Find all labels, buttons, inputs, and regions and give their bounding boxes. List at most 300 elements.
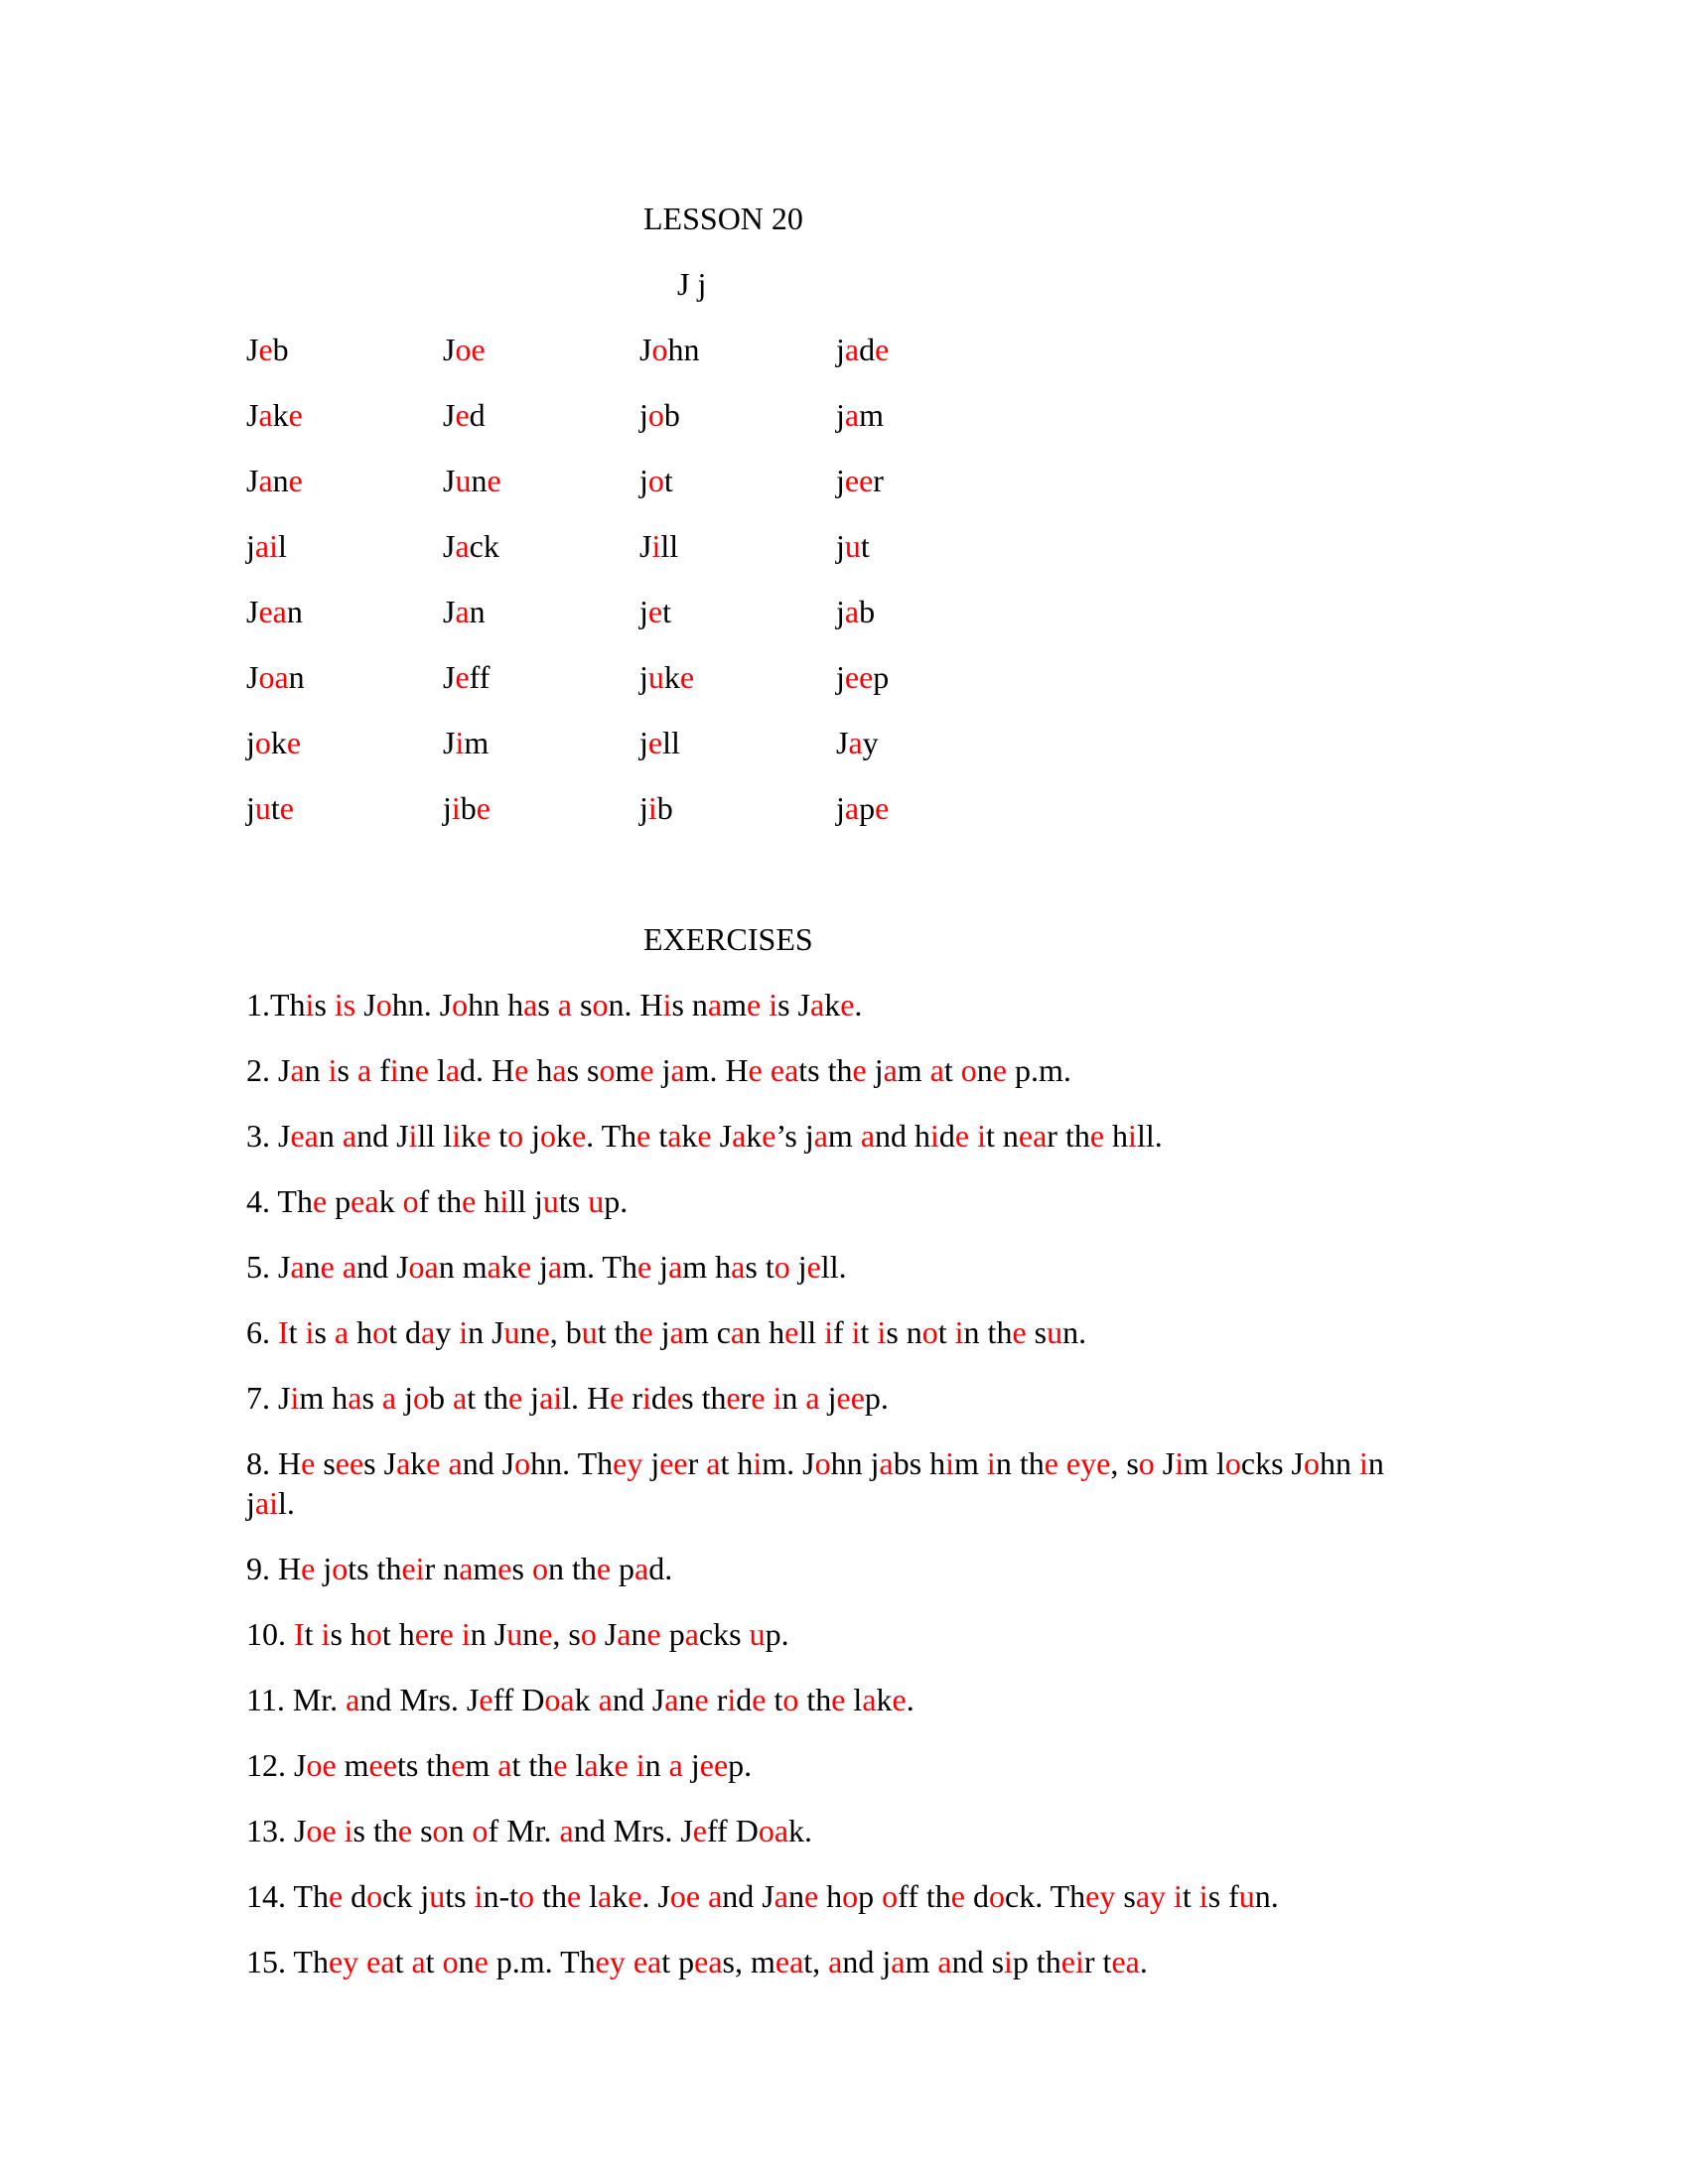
plain-letters: s — [314, 987, 335, 1023]
highlighted-letters: ai — [539, 1380, 563, 1416]
highlighted-letters: i — [1359, 1445, 1368, 1481]
plain-letters: k — [663, 659, 680, 695]
highlighted-letters: e — [476, 790, 491, 826]
highlighted-letters: o — [254, 725, 271, 760]
vocab-word — [639, 395, 836, 461]
plain-letters: h — [528, 1052, 553, 1088]
plain-letters: s — [337, 1052, 357, 1088]
highlighted-letters: i — [1174, 1878, 1183, 1914]
plain-letters: r — [624, 1380, 643, 1416]
plain-letters: 15. Th — [246, 1944, 329, 1979]
vocab-word — [443, 657, 639, 723]
highlighted-letters: e — [628, 1878, 642, 1914]
highlighted-letters: o — [647, 397, 664, 433]
plain-letters: s n — [886, 1314, 922, 1350]
plain-letters — [335, 1249, 343, 1285]
highlighted-letters: o — [882, 1878, 899, 1914]
plain-letters: m. Th — [562, 1249, 637, 1285]
exercise-sentence — [246, 1942, 1438, 1981]
highlighted-letters: a — [290, 1052, 305, 1088]
plain-letters: p. — [864, 1380, 889, 1416]
plain-letters: n — [631, 1616, 647, 1652]
plain-letters: m h — [682, 1249, 732, 1285]
plain-letters: r — [873, 463, 884, 498]
highlighted-letters: o — [651, 332, 668, 367]
plain-letters: J — [443, 332, 456, 367]
plain-letters: k — [460, 1118, 477, 1154]
plain-letters: ck — [469, 528, 499, 564]
plain-letters: . — [1139, 1944, 1148, 1979]
highlighted-letters: o — [332, 1551, 349, 1586]
highlighted-letters: i — [290, 1380, 300, 1416]
plain-letters: ff D — [492, 1682, 545, 1717]
plain-letters: t, — [803, 1944, 829, 1979]
plain-letters: t h — [381, 1616, 415, 1652]
vocab-word — [246, 723, 443, 788]
highlighted-letters: a — [552, 1052, 567, 1088]
highlighted-letters: oe — [306, 1747, 337, 1783]
highlighted-letters: a — [732, 1118, 747, 1154]
highlighted-letters: e — [636, 1118, 651, 1154]
plain-letters: ll l — [417, 1118, 453, 1154]
plain-letters: k. — [788, 1813, 813, 1848]
plain-letters: s th — [681, 1380, 727, 1416]
plain-letters: j — [866, 1052, 884, 1088]
highlighted-letters: i — [1004, 1944, 1013, 1979]
highlighted-letters: o — [372, 1314, 389, 1350]
plain-letters: nd Mrs. J — [359, 1682, 480, 1717]
highlighted-letters: i — [321, 1616, 331, 1652]
plain-letters: n th — [995, 1445, 1045, 1481]
plain-letters: s — [314, 1314, 335, 1350]
highlighted-letters: ea — [774, 1944, 804, 1979]
highlighted-letters: e — [752, 1682, 767, 1717]
highlighted-letters: i — [977, 1118, 986, 1154]
highlighted-letters: a — [684, 1616, 699, 1652]
plain-letters: ck j — [382, 1878, 430, 1914]
word-list — [246, 330, 1033, 854]
plain-letters: m — [859, 397, 884, 433]
plain-letters: r — [708, 1682, 728, 1717]
highlighted-letters: i — [1175, 1445, 1185, 1481]
highlighted-letters: i — [662, 987, 672, 1023]
highlighted-letters: o — [514, 1445, 531, 1481]
highlighted-letters: ey — [595, 1944, 626, 1979]
plain-letters: l. H — [562, 1380, 611, 1416]
highlighted-letters: u — [429, 1878, 446, 1914]
highlighted-letters: ee — [368, 1747, 397, 1783]
highlighted-letters: e — [636, 1249, 652, 1285]
plain-letters: 8. H — [246, 1445, 302, 1481]
vocab-word — [639, 657, 836, 723]
plain-letters: b — [460, 790, 477, 826]
highlighted-letters: a — [883, 1052, 898, 1088]
highlighted-letters: o — [1304, 1445, 1320, 1481]
highlighted-letters: e — [784, 1314, 799, 1350]
highlighted-letters: i — [824, 1314, 833, 1350]
highlighted-letters: i — [773, 1380, 782, 1416]
highlighted-letters: i — [769, 987, 778, 1023]
highlighted-letters: a — [452, 1380, 468, 1416]
highlighted-letters: a — [879, 1445, 894, 1481]
plain-letters: n m — [438, 1249, 488, 1285]
highlighted-letters: u — [647, 659, 664, 695]
highlighted-letters: ai — [254, 528, 278, 564]
highlighted-letters: i — [461, 1616, 471, 1652]
plain-letters: j — [642, 1445, 660, 1481]
highlighted-letters: i — [1198, 1878, 1208, 1914]
highlighted-letters: e — [694, 1682, 709, 1717]
exercises-title: EXERCISES — [643, 921, 813, 957]
highlighted-letters: a — [598, 1878, 613, 1914]
plain-letters: k — [598, 1747, 615, 1783]
plain-letters: t — [650, 1118, 668, 1154]
highlighted-letters: e — [439, 1616, 454, 1652]
plain-letters: d — [650, 1380, 667, 1416]
highlighted-letters: e — [535, 1314, 550, 1350]
highlighted-letters: e — [726, 1380, 741, 1416]
highlighted-letters: a — [559, 1813, 574, 1848]
highlighted-letters: a — [445, 1052, 461, 1088]
highlighted-letters: oe — [669, 1878, 701, 1914]
highlighted-letters: e — [875, 332, 890, 367]
plain-letters: n th — [547, 1551, 597, 1586]
plain-letters: hn. Th — [530, 1445, 614, 1481]
highlighted-letters: a — [617, 1616, 632, 1652]
exercise-sentence — [246, 1745, 1438, 1785]
highlighted-letters: o — [1138, 1445, 1155, 1481]
highlighted-letters: a — [381, 1380, 397, 1416]
highlighted-letters: e — [328, 1878, 344, 1914]
plain-letters: J — [443, 594, 456, 629]
plain-letters: nd J — [356, 1118, 409, 1154]
plain-letters: 9. H — [246, 1551, 302, 1586]
plain-letters: k — [270, 725, 287, 760]
plain-letters: k — [612, 1878, 629, 1914]
vocab-word — [443, 395, 639, 461]
plain-letters: ts — [558, 1183, 589, 1219]
plain-letters: l — [277, 528, 287, 564]
highlighted-letters: e — [954, 1118, 970, 1154]
plain-letters: J — [596, 1616, 618, 1652]
plain-letters: j — [531, 1249, 548, 1285]
exercise-sentence — [246, 1312, 1438, 1352]
plain-letters — [766, 1380, 774, 1416]
plain-letters: t h — [720, 1445, 754, 1481]
plain-letters: n — [272, 463, 289, 498]
plain-letters: d — [938, 1118, 955, 1154]
highlighted-letters: ai — [254, 1485, 278, 1521]
highlighted-letters: a — [730, 1314, 746, 1350]
highlighted-letters: a — [860, 1118, 876, 1154]
exercise-sentence — [246, 1549, 1438, 1588]
plain-letters: J — [1154, 1445, 1176, 1481]
plain-letters: k — [574, 1682, 599, 1717]
plain-letters: d. H — [460, 1052, 515, 1088]
plain-letters: k — [272, 397, 289, 433]
highlighted-letters: ea — [694, 1944, 723, 1979]
plain-letters: . J — [641, 1878, 670, 1914]
highlighted-letters: a — [891, 1944, 906, 1979]
plain-letters: t th — [467, 1380, 508, 1416]
highlighted-letters: e — [679, 659, 695, 695]
highlighted-letters: u — [749, 1616, 766, 1652]
highlighted-letters: oa — [408, 1249, 439, 1285]
plain-letters: t — [943, 1052, 961, 1088]
highlighted-letters: e — [692, 1813, 707, 1848]
vocab-word — [246, 330, 443, 395]
plain-letters: cks J — [1240, 1445, 1304, 1481]
highlighted-letters: ei — [1060, 1944, 1084, 1979]
highlighted-letters: a — [805, 1380, 820, 1416]
plain-letters: s — [361, 1380, 382, 1416]
plain-letters: nd j — [842, 1944, 892, 1979]
vocab-word — [246, 657, 443, 723]
highlighted-letters: i — [1128, 1118, 1137, 1154]
plain-letters: J — [639, 332, 652, 367]
plain-letters: d — [469, 397, 486, 433]
vocab-word — [836, 723, 1033, 788]
highlighted-letters: is — [334, 987, 356, 1023]
plain-letters: hn j — [830, 1445, 880, 1481]
exercise-sentence — [246, 1443, 1438, 1523]
highlighted-letters: o — [539, 1118, 556, 1154]
highlighted-letters: ee — [844, 463, 874, 498]
plain-letters: ff — [469, 659, 491, 695]
plain-letters: s — [1115, 1878, 1136, 1914]
highlighted-letters: a — [497, 1747, 512, 1783]
highlighted-letters: a — [258, 397, 273, 433]
plain-letters — [337, 1813, 345, 1848]
plain-letters: d — [964, 1878, 989, 1914]
highlighted-letters: a — [708, 1878, 723, 1914]
highlighted-letters: o — [782, 1682, 799, 1717]
highlighted-letters: e — [748, 1052, 763, 1088]
highlighted-letters: e — [455, 659, 470, 695]
highlighted-letters: a — [706, 1445, 721, 1481]
plain-letters: nd J — [722, 1878, 774, 1914]
plain-letters: t d — [388, 1314, 421, 1350]
highlighted-letters: o — [960, 1052, 977, 1088]
highlighted-letters: e — [288, 397, 303, 433]
highlighted-letters: ea — [290, 1118, 319, 1154]
plain-letters: m — [464, 725, 490, 760]
plain-letters — [700, 1878, 708, 1914]
plain-letters: t — [860, 1314, 878, 1350]
plain-letters: 2. J — [246, 1052, 291, 1088]
plain-letters: t — [270, 790, 280, 826]
plain-letters: , b — [549, 1314, 582, 1350]
plain-letters: . — [854, 987, 863, 1023]
plain-letters: t — [1182, 1878, 1199, 1914]
plain-letters: j — [836, 397, 845, 433]
highlighted-letters: i — [305, 987, 315, 1023]
plain-letters: p th — [1012, 1944, 1061, 1979]
highlighted-letters: oa — [258, 659, 289, 695]
plain-letters: l. — [277, 1485, 295, 1521]
plain-letters: . Th — [586, 1118, 637, 1154]
plain-letters: t th — [511, 1747, 554, 1783]
plain-letters: m l — [1184, 1445, 1225, 1481]
highlighted-letters: a — [937, 1944, 952, 1979]
vocab-word — [443, 330, 639, 395]
plain-letters: k — [378, 1183, 403, 1219]
highlighted-letters: i — [389, 1052, 399, 1088]
plain-letters: hn — [667, 332, 700, 367]
plain-letters: j — [639, 463, 648, 498]
plain-letters: J — [443, 397, 456, 433]
highlighted-letters: e — [279, 790, 294, 826]
plain-letters: p.m. — [1006, 1052, 1071, 1088]
plain-letters: n. — [1062, 1314, 1087, 1350]
plain-letters: n — [304, 1249, 321, 1285]
plain-letters: hn h — [468, 987, 524, 1023]
plain-letters: n — [522, 1616, 539, 1652]
plain-letters: bs h — [893, 1445, 946, 1481]
plain-letters: n — [781, 1380, 806, 1416]
plain-letters: J — [443, 463, 456, 498]
highlighted-letters: e — [647, 725, 663, 760]
highlighted-letters: e — [950, 1878, 965, 1914]
plain-letters: J — [246, 659, 259, 695]
vocab-word — [639, 461, 836, 526]
highlighted-letters: I — [278, 1314, 289, 1350]
plain-letters: hn — [1320, 1445, 1359, 1481]
exercise-sentence — [246, 1614, 1438, 1654]
plain-letters: t — [937, 1314, 955, 1350]
vocab-word — [246, 395, 443, 461]
plain-letters: s s — [566, 1052, 600, 1088]
plain-letters: J — [246, 463, 259, 498]
plain-letters: n. H — [608, 987, 663, 1023]
exercise-sentence — [246, 1876, 1438, 1916]
highlighted-letters: ey — [328, 1944, 359, 1979]
plain-letters: n — [448, 1813, 473, 1848]
highlighted-letters: e — [646, 1616, 661, 1652]
exercise-sentence — [246, 1050, 1438, 1090]
plain-letters: m — [473, 1551, 498, 1586]
highlighted-letters: u — [588, 1183, 605, 1219]
highlighted-letters: e — [414, 1616, 429, 1652]
plain-letters: s, m — [722, 1944, 775, 1979]
highlighted-letters: i — [851, 1314, 861, 1350]
plain-letters: n — [678, 1682, 695, 1717]
plain-letters: n — [519, 1314, 536, 1350]
plain-letters: m — [336, 1747, 369, 1783]
plain-letters: j — [396, 1380, 413, 1416]
highlighted-letters: i — [344, 1813, 353, 1848]
highlighted-letters: i — [455, 725, 465, 760]
plain-letters: k — [824, 987, 841, 1023]
vocab-word — [443, 788, 639, 854]
plain-letters: n j — [246, 1445, 1384, 1521]
plain-letters: j — [443, 790, 452, 826]
plain-letters: d — [736, 1682, 753, 1717]
plain-letters: n — [976, 1052, 993, 1088]
highlighted-letters: e — [803, 1878, 819, 1914]
highlighted-letters: i — [753, 1445, 763, 1481]
plain-letters: J — [355, 987, 376, 1023]
highlighted-letters: a — [707, 987, 723, 1023]
plain-letters: d — [859, 332, 876, 367]
highlighted-letters: e — [1089, 1118, 1105, 1154]
plain-letters: s J — [363, 1445, 397, 1481]
plain-letters: s f — [1207, 1878, 1239, 1914]
highlighted-letters: a — [667, 1118, 682, 1154]
highlighted-letters: i — [930, 1118, 939, 1154]
vocab-word — [639, 592, 836, 657]
plain-letters: b — [859, 594, 876, 629]
plain-letters: ts th — [348, 1551, 402, 1586]
plain-letters: , s — [552, 1616, 581, 1652]
plain-letters: y — [435, 1314, 460, 1350]
plain-letters: j — [639, 659, 648, 695]
plain-letters: ll. — [820, 1249, 847, 1285]
highlighted-letters: e — [639, 1052, 654, 1088]
plain-letters: p — [858, 1878, 883, 1914]
plain-letters: n J — [470, 1616, 507, 1652]
highlighted-letters: u — [1047, 1314, 1063, 1350]
highlighted-letters: e — [312, 1183, 328, 1219]
plain-letters: f — [832, 1314, 852, 1350]
plain-letters: 12. J — [246, 1747, 307, 1783]
plain-letters: m h — [299, 1380, 349, 1416]
highlighted-letters: i — [642, 1380, 651, 1416]
highlighted-letters: a — [342, 1118, 357, 1154]
plain-letters: j — [836, 332, 845, 367]
highlighted-letters: e — [514, 1052, 529, 1088]
vocab-word — [443, 526, 639, 592]
plain-letters: ll. — [1136, 1118, 1163, 1154]
highlighted-letters: e — [288, 463, 303, 498]
plain-letters: , s — [1110, 1445, 1139, 1481]
highlighted-letters: a — [487, 1249, 501, 1285]
highlighted-letters: ay — [1135, 1878, 1167, 1914]
plain-letters: j — [246, 528, 255, 564]
highlighted-letters: e — [397, 1813, 413, 1848]
highlighted-letters: a — [668, 1747, 683, 1783]
plain-letters: J — [836, 725, 849, 760]
highlighted-letters: a — [844, 397, 860, 433]
plain-letters: 13. J — [246, 1813, 307, 1848]
highlighted-letters: u — [844, 528, 861, 564]
plain-letters: j — [639, 397, 648, 433]
exercise-sentence — [246, 1247, 1438, 1287]
highlighted-letters: ea — [351, 1183, 379, 1219]
plain-letters: j — [652, 1314, 670, 1350]
plain-letters: s — [1026, 1314, 1048, 1350]
plain-letters: t — [288, 1314, 306, 1350]
plain-letters: k — [876, 1682, 893, 1717]
plain-letters: n — [304, 1052, 329, 1088]
plain-letters — [454, 1616, 462, 1652]
highlighted-letters: i — [635, 1747, 645, 1783]
plain-letters: nd s — [951, 1944, 1005, 1979]
plain-letters: ll j — [508, 1183, 543, 1219]
highlighted-letters: a — [929, 1052, 944, 1088]
highlighted-letters: o — [432, 1813, 449, 1848]
highlighted-letters: o — [921, 1314, 938, 1350]
highlighted-letters: ea — [633, 1944, 662, 1979]
highlighted-letters: e — [487, 463, 501, 498]
plain-letters: j — [639, 725, 648, 760]
plain-letters: k — [746, 1118, 763, 1154]
plain-letters: r — [687, 1445, 707, 1481]
plain-letters: ff D — [706, 1813, 759, 1848]
plain-letters: t — [491, 1118, 508, 1154]
plain-letters: nd Mrs. J — [573, 1813, 693, 1848]
plain-letters: k — [555, 1118, 572, 1154]
